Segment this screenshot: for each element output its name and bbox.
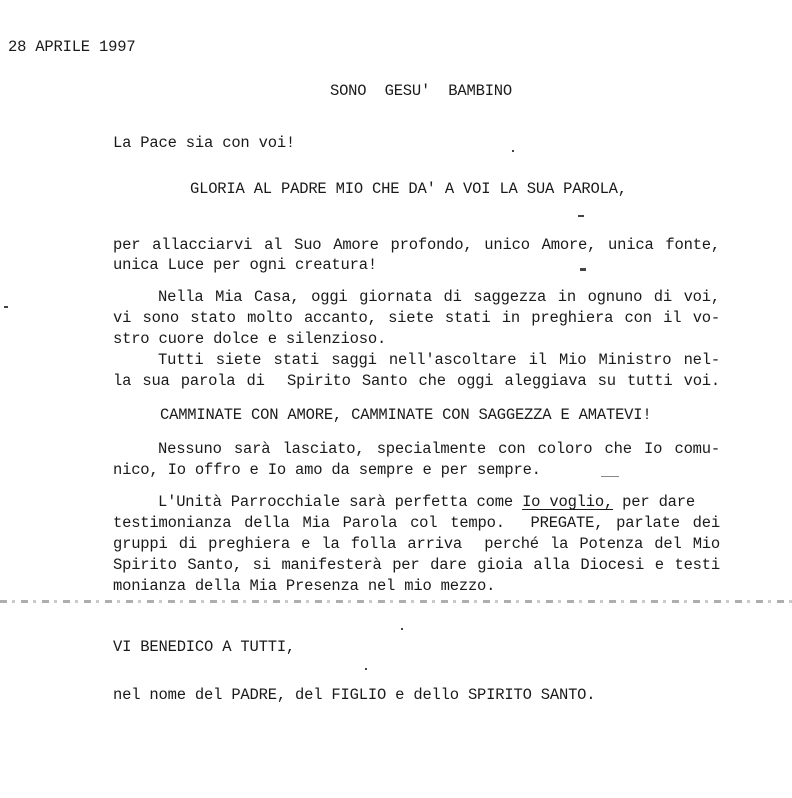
blessing: VI BENEDICO A TUTTI, — [113, 638, 296, 656]
para2-line1: Nella Mia Casa, oggi giornata di saggezza in ognuno di voi, — [158, 288, 720, 306]
closing-line: nel nome del PADRE, del FIGLIO e dello SPIRITO SANTO. — [113, 686, 596, 704]
document-date: 28 APRILE 1997 — [8, 38, 136, 56]
para2-line2: vi sono stato molto accanto, siete stati in preghiera con il vo- — [113, 309, 720, 327]
para3-line1: Tutti siete stati saggi nell'ascoltare il Mio Ministro nel- — [158, 351, 720, 369]
para3-line2: la sua parola di Spirito Santo che oggi aleggiava su tutti voi. — [113, 372, 720, 390]
scan-speck — [365, 668, 367, 670]
scan-speck — [601, 476, 619, 477]
scan-artifact-line — [0, 600, 792, 603]
document-title: SONO GESU' BAMBINO — [329, 82, 513, 100]
para5-line5: monianza della Mia Presenza nel mio mezzo. — [113, 577, 496, 595]
para5-line4: Spirito Santo, si manifesterà per dare gioia alla Diocesi e testi — [113, 556, 720, 574]
para4-line2: nico, Io offro e Io amo da sempre e per sempre. — [113, 461, 541, 479]
para5-line1-end: per dare — [613, 493, 695, 511]
underlined-io-voglio: Io voglio, — [522, 493, 614, 511]
scan-speck — [578, 215, 584, 217]
para5-line1-start: L'Unità Parrocchiale sarà perfetta come — [158, 493, 523, 511]
para5-line3: gruppi di preghiera e la folla arriva perché la Potenza del Mio — [113, 535, 720, 553]
para1-line2: unica Luce per ogni creatura! — [113, 256, 377, 274]
scan-speck — [580, 268, 586, 271]
gloria-heading: GLORIA AL PADRE MIO CHE DA' A VOI LA SUA PAROLA, — [190, 180, 627, 198]
para5-line2: testimonianza della Mia Parola col tempo. PREGATE, parlate dei — [113, 514, 720, 532]
scan-speck — [401, 628, 403, 630]
scan-speck — [4, 306, 8, 308]
para4-line1: Nessuno sarà lasciato, specialmente con coloro che Io comu- — [158, 440, 720, 458]
greeting: La Pace sia con voi! — [113, 134, 296, 152]
para2-line3: stro cuore dolce e silenzioso. — [113, 330, 387, 348]
camminate-heading: CAMMINATE CON AMORE, CAMMINATE CON SAGGEZZA E AMATEVI! — [160, 406, 652, 424]
scan-speck — [512, 150, 514, 152]
para5-line1 — [158, 493, 695, 511]
para1-line1: per allacciarvi al Suo Amore profondo, unico Amore, unica fonte, — [113, 236, 720, 254]
